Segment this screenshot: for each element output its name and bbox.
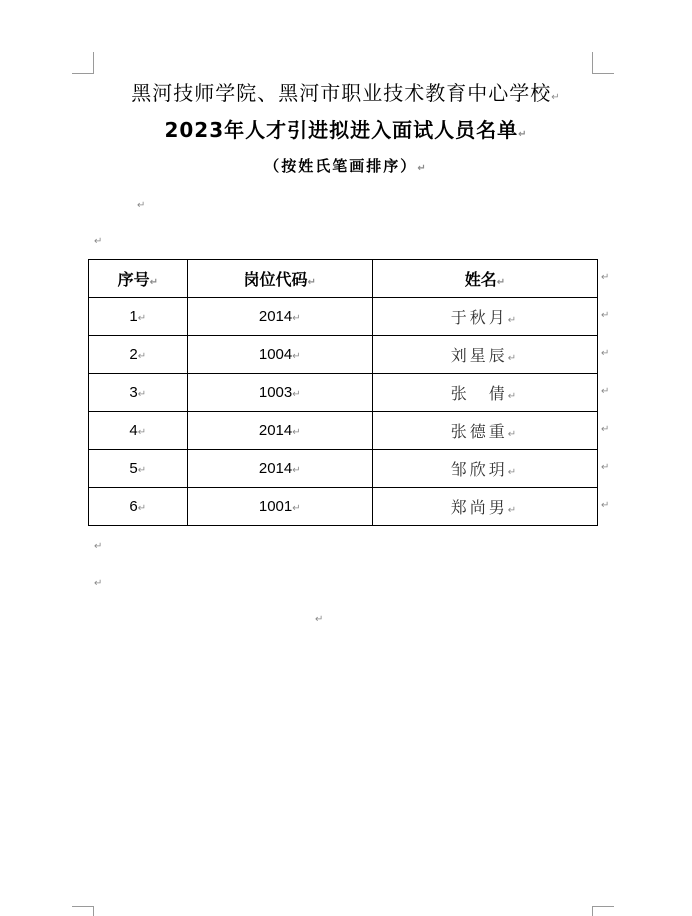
- code-value: 1004: [258, 346, 293, 363]
- cell-end-icon: ↵: [137, 427, 147, 438]
- code-value: 2014: [258, 308, 293, 325]
- cell-name[interactable]: [372, 374, 597, 412]
- table-row: [89, 374, 598, 412]
- cell-seq[interactable]: [89, 336, 188, 374]
- document-subtitle[interactable]: [0, 154, 692, 181]
- seq-value: 5: [129, 460, 138, 477]
- row-end-mark-icon: ↵: [601, 310, 610, 321]
- code-value: 1001: [258, 498, 293, 515]
- header-name-label: 姓名: [464, 270, 497, 289]
- table-row: [89, 412, 598, 450]
- paragraph-mark-icon: ↵: [94, 541, 103, 552]
- row-end-mark-icon: ↵: [601, 462, 610, 473]
- cell-seq[interactable]: [89, 488, 188, 526]
- cell-end-icon: ↵: [507, 429, 520, 440]
- cell-end-icon: ↵: [137, 389, 147, 400]
- seq-value: 2: [129, 346, 138, 363]
- name-value: 张德重: [450, 422, 508, 441]
- header-seq-label: 序号: [117, 270, 150, 289]
- cell-code[interactable]: [187, 488, 372, 526]
- code-value: 2014: [258, 422, 293, 439]
- subtitle-text: （按姓氏笔画排序）: [264, 157, 418, 175]
- table-header-row: [89, 260, 598, 298]
- cell-code[interactable]: [187, 412, 372, 450]
- cell-name[interactable]: [372, 336, 597, 374]
- cell-code[interactable]: [187, 374, 372, 412]
- candidate-table: [88, 259, 598, 526]
- header-name[interactable]: [372, 260, 597, 298]
- cell-end-icon: ↵: [496, 277, 506, 288]
- header-code-label: 岗位代码: [243, 270, 308, 289]
- seq-value: 4: [129, 422, 138, 439]
- table-row: [89, 488, 598, 526]
- table-row: [89, 336, 598, 374]
- title-line2-text: 2023年人才引进拟进入面试人员名单: [164, 118, 519, 142]
- cell-end-icon: ↵: [307, 277, 316, 288]
- paragraph-mark-icon: ↵: [94, 578, 103, 589]
- row-end-mark-icon: ↵: [601, 386, 610, 397]
- cell-end-icon: ↵: [137, 503, 147, 514]
- row-end-mark-icon: ↵: [601, 272, 610, 283]
- cell-end-icon: ↵: [507, 315, 520, 326]
- cell-seq[interactable]: [89, 298, 188, 336]
- crop-mark-top-left: [72, 52, 94, 74]
- header-position-code[interactable]: [187, 260, 372, 298]
- cell-end-icon: ↵: [149, 277, 158, 288]
- name-value: 于秋月: [450, 308, 508, 327]
- cell-code[interactable]: [187, 336, 372, 374]
- document-title-line2[interactable]: [0, 115, 692, 150]
- cell-end-icon: ↵: [137, 465, 147, 476]
- cell-code[interactable]: [187, 298, 372, 336]
- seq-value: 6: [129, 498, 138, 515]
- cell-end-icon: ↵: [292, 503, 301, 514]
- cell-name[interactable]: [372, 298, 597, 336]
- name-value: 郑尚男: [450, 498, 508, 517]
- title-line1-text: 黑河技师学院、黑河市职业技术教育中心学校: [131, 81, 552, 105]
- cell-name[interactable]: [372, 412, 597, 450]
- row-end-mark-icon: ↵: [601, 424, 610, 435]
- table-row: [89, 450, 598, 488]
- code-value: 1003: [258, 384, 293, 401]
- cell-name[interactable]: [372, 488, 597, 526]
- cell-code[interactable]: [187, 450, 372, 488]
- cell-end-icon: ↵: [292, 427, 301, 438]
- name-value: 张 倩: [450, 384, 508, 403]
- paragraph-mark-icon: ↵: [137, 200, 146, 211]
- crop-mark-top-right: [592, 52, 614, 74]
- name-value: 邹欣玥: [450, 460, 508, 479]
- cell-end-icon: ↵: [507, 505, 520, 516]
- cell-name[interactable]: [372, 450, 597, 488]
- paragraph-mark-icon: ↵: [417, 163, 428, 174]
- paragraph-mark-icon: ↵: [518, 129, 528, 140]
- row-end-mark-icon: ↵: [601, 500, 610, 511]
- paragraph-mark-icon: ↵: [551, 92, 561, 103]
- cell-end-icon: ↵: [292, 313, 301, 324]
- paragraph-mark-icon: ↵: [315, 614, 324, 625]
- paragraph-mark-icon: ↵: [94, 236, 103, 247]
- table-row: [89, 298, 598, 336]
- cell-end-icon: ↵: [292, 465, 301, 476]
- code-value: 2014: [258, 460, 293, 477]
- cell-end-icon: ↵: [292, 389, 301, 400]
- cell-seq[interactable]: [89, 450, 188, 488]
- cell-end-icon: ↵: [507, 391, 520, 402]
- header-seq[interactable]: [89, 260, 188, 298]
- cell-end-icon: ↵: [137, 313, 147, 324]
- seq-value: 1: [129, 308, 138, 325]
- row-end-mark-icon: ↵: [601, 348, 610, 359]
- cell-seq[interactable]: [89, 412, 188, 450]
- cell-end-icon: ↵: [507, 353, 520, 364]
- seq-value: 3: [129, 384, 138, 401]
- cell-seq[interactable]: [89, 374, 188, 412]
- cell-end-icon: ↵: [137, 351, 147, 362]
- cell-end-icon: ↵: [507, 467, 520, 478]
- name-value: 刘星辰: [450, 346, 508, 365]
- cell-end-icon: ↵: [292, 351, 301, 362]
- document-title-line1[interactable]: [0, 78, 692, 113]
